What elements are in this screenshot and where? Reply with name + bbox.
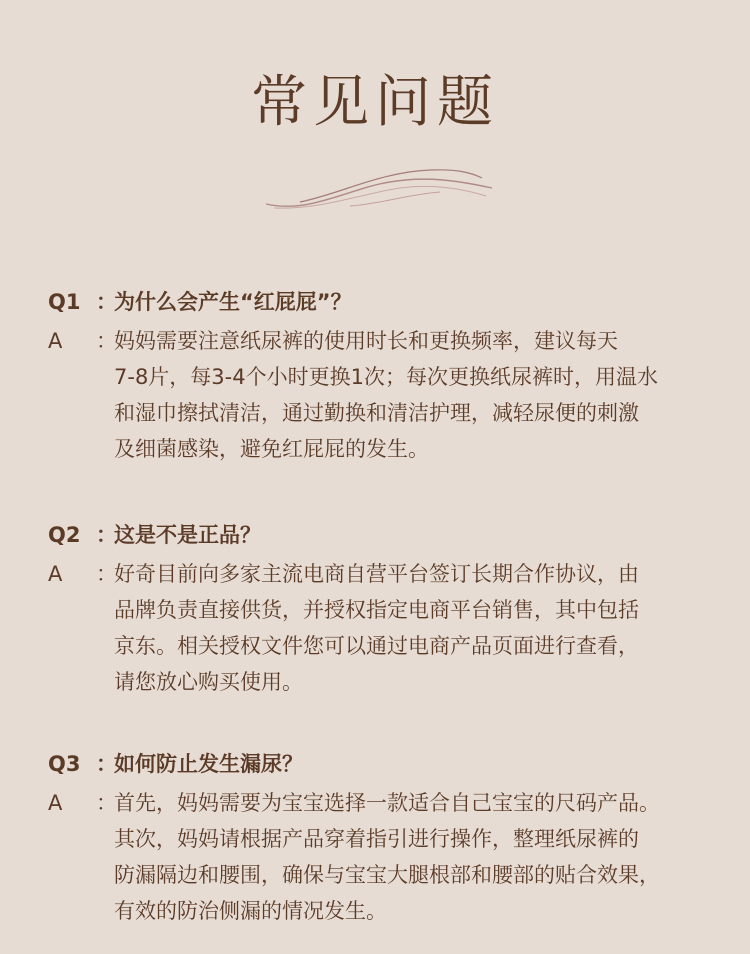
answer-line: 7-8片，每3-4个小时更换1次；每次更换纸尿裤时，用温水 — [114, 365, 658, 389]
faq-item-3 — [48, 749, 728, 929]
question-separator: ： — [96, 290, 117, 314]
answer-row — [48, 323, 728, 467]
answer-text — [114, 556, 714, 700]
question-label: Q2 — [48, 523, 81, 547]
answer-line: 其次，妈妈请根据产品穿着指引进行操作，整理纸尿裤的 — [114, 827, 639, 851]
answer-line: 及细菌感染，避免红屁屁的发生。 — [114, 437, 429, 461]
question-text: 这是不是正品？ — [114, 523, 261, 547]
answer-label: A — [48, 562, 63, 586]
answer-label: A — [48, 791, 63, 815]
question-separator: ： — [96, 523, 117, 547]
question-row — [48, 287, 728, 317]
answer-line: 防漏隔边和腰围，确保与宝宝大腿根部和腰部的贴合效果， — [114, 863, 660, 887]
question-text: 如何防止发生漏尿？ — [114, 752, 303, 776]
answer-line: 品牌负责直接供货，并授权指定电商平台销售，其中包括 — [114, 598, 639, 622]
answer-separator: ： — [96, 791, 117, 815]
answer-separator: ： — [96, 562, 117, 586]
answer-line: 有效的防治侧漏的情况发生。 — [114, 899, 387, 923]
question-label: Q3 — [48, 752, 81, 776]
question-label: Q1 — [48, 290, 81, 314]
decorative-swirl — [260, 158, 500, 218]
answer-text — [114, 785, 714, 929]
answer-separator: ： — [96, 329, 117, 353]
question-row — [48, 749, 728, 779]
answer-row — [48, 556, 728, 700]
question-text: 为什么会产生“红屁屁”？ — [114, 290, 352, 314]
answer-label: A — [48, 329, 63, 353]
question-row — [48, 520, 728, 550]
answer-line: 首先，妈妈需要为宝宝选择一款适合自己宝宝的尺码产品。 — [114, 791, 660, 815]
page-title: 常见问题 — [251, 70, 499, 135]
answer-line: 妈妈需要注意纸尿裤的使用时长和更换频率，建议每天 — [114, 329, 618, 353]
answer-row — [48, 785, 728, 929]
answer-text — [114, 323, 714, 467]
answer-line: 京东。相关授权文件您可以通过电商产品页面进行查看， — [114, 634, 639, 658]
faq-item-2 — [48, 520, 728, 700]
answer-line: 请您放心购买使用。 — [114, 670, 303, 694]
question-separator: ： — [96, 752, 117, 776]
answer-line: 好奇目前向多家主流电商自营平台签订长期合作协议，由 — [114, 562, 639, 586]
answer-line: 和湿巾擦拭清洁，通过勤换和清洁护理，减轻尿便的刺激 — [114, 401, 639, 425]
faq-item-1 — [48, 287, 728, 467]
